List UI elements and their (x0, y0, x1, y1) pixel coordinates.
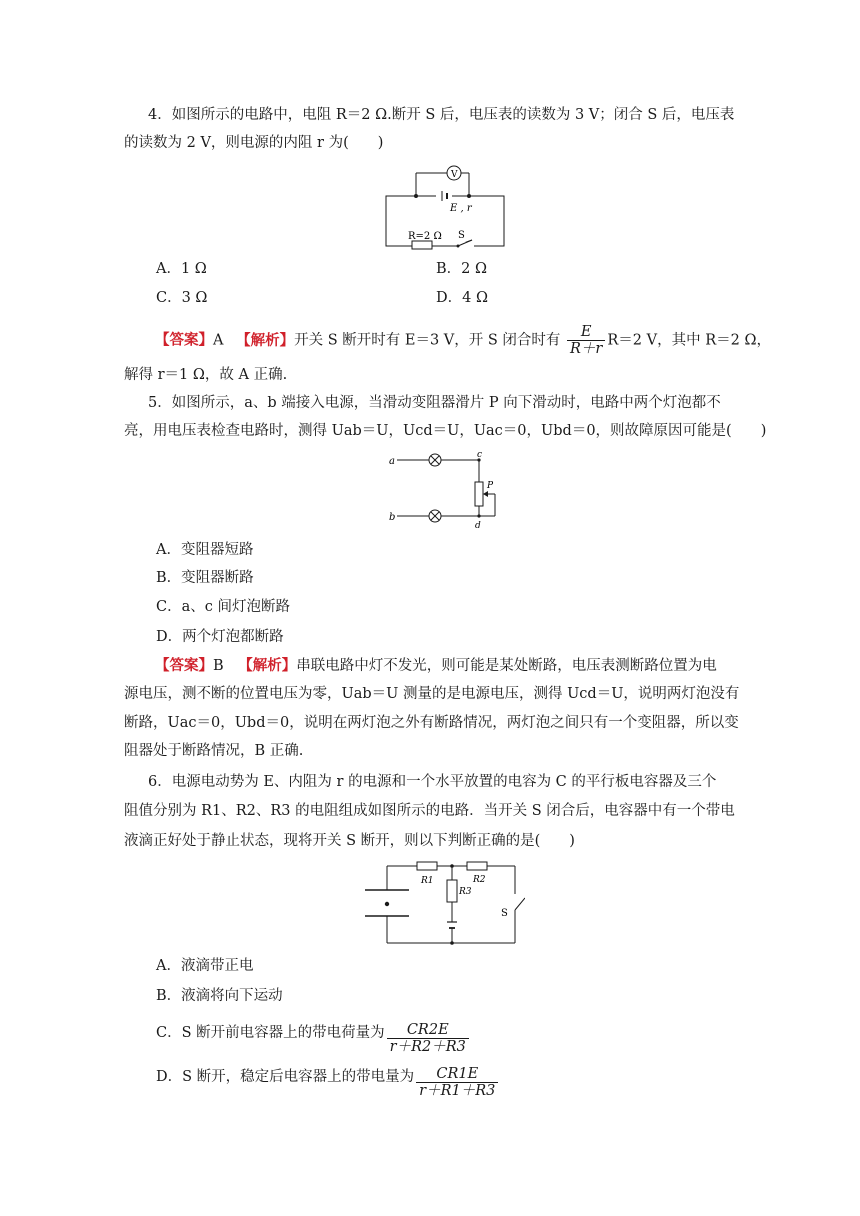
source-label: E , r (450, 203, 472, 214)
q5-analysis-line3: 断路，Uac＝0，Ubd＝0，说明在两灯泡之外有断路情况，两灯泡之间只有一个变阻器，所以变 (124, 715, 739, 731)
q4-option-c: C．3 Ω (156, 290, 208, 306)
q6-stem-line2: 阻值分别为 R1、R2、R3 的电阻组成如图所示的电路．当开关 S 闭合后，电容器中有一个带电 (124, 803, 735, 819)
resistor-label: R=2 Ω (408, 231, 442, 242)
switch-label: S (458, 230, 465, 241)
answer-tag: 【答案】 (155, 331, 213, 349)
q4-analysis-line2: 解得 r＝1 Ω，故 A 正确. (124, 367, 288, 383)
analysis-tag: 【解析】 (238, 657, 297, 674)
q6-stem-line3: 液滴正好处于静止状态，现将开关 S 断开，则以下判断正确的是( ) (124, 833, 575, 849)
answer-tag: 【答案】 (155, 657, 213, 674)
q6-stem-line1: 6．电源电动势为 E、内阻为 r 的电源和一个水平放置的电容为 C 的平行板电容器及三个 (148, 774, 717, 790)
q5-option-c: C．a、c 间灯泡断路 (156, 599, 290, 615)
q5-option-d: D．两个灯泡都断路 (156, 629, 284, 645)
terminal-b-label: b (389, 512, 396, 523)
q5-analysis-line2: 源电压，测不断的位置电压为零，Uab＝U 测量的是电源电压，测得 Ucd＝U，说明两灯泡没有 (124, 686, 740, 702)
analysis-tag: 【解析】 (236, 331, 295, 349)
option-d-fraction: $\frac{CR1E}{r+R1+R3}$ (416, 1066, 498, 1099)
voltmeter-label: V (451, 170, 458, 180)
q4-option-d: D．4 Ω (436, 290, 488, 306)
q6-circuit-diagram (355, 858, 525, 950)
analysis-text-cont: R＝2 V，其中 R＝2 Ω， (607, 332, 771, 349)
q5-option-b: B．变阻器断路 (156, 570, 254, 586)
analysis-text: 串联电路中灯不发光，则可能是某处断路，电压表测断路位置为电 (296, 658, 717, 674)
q4-stem-line2: 的读数为 2 V，则电源的内阻 r 为( ) (124, 135, 384, 151)
q4-option-a: A．1 Ω (156, 261, 207, 277)
q4-answer (155, 324, 771, 357)
option-c-fraction: $\frac{CR2E}{r+R2+R3}$ (387, 1022, 469, 1055)
q6-option-b: B．液滴将向下运动 (156, 988, 283, 1004)
q5-circuit-diagram (385, 448, 505, 532)
q5-analysis-line4: 阻器处于断路情况，B 正确. (124, 743, 304, 759)
r2-label: R2 (473, 875, 486, 885)
answer-value: B (213, 658, 224, 674)
q6-option-c: C．S 断开前电容器上的带电荷量为 $\frac{CR2E}{r+R2+R3}$ (156, 1022, 471, 1055)
q6-option-d: D．S 断开，稳定后电容器上的带电量为 $\frac{CR1E}{r+R1+R3}$ (156, 1066, 500, 1099)
slider-p-label: P (487, 481, 494, 491)
q4-stem-line1: 4．如图所示的电路中，电阻 R＝2 Ω.断开 S 后，电压表的读数为 3 V；闭合 S 后，电压表 (148, 107, 735, 123)
node-d-label: d (475, 521, 481, 531)
q5-option-a: A．变阻器短路 (156, 542, 254, 558)
r3-label: R3 (459, 887, 472, 897)
q4-option-b: B．2 Ω (436, 261, 488, 277)
q5-stem-line1: 5．如图所示，a、b 端接入电源，当滑动变阻器滑片 P 向下滑动时，电路中两个灯泡都不 (148, 395, 721, 411)
q5-answer (155, 655, 717, 677)
node-c-label: c (477, 450, 483, 460)
analysis-text: 开关 S 断开时有 E＝3 V，开 S 闭合时有 (294, 332, 561, 349)
q4-circuit-diagram (380, 160, 510, 252)
switch-s-label: S (501, 908, 508, 919)
q5-stem-line2: 亮，用电压表检查电路时，测得 Uab＝U，Ucd＝U，Uac＝0，Ubd＝0，则故障原因可能是( ) (124, 423, 767, 439)
answer-value: A (213, 332, 224, 349)
r1-label: R1 (421, 876, 434, 886)
terminal-a-label: a (389, 456, 395, 467)
fraction: $\frac{E}{R+r}$ (567, 324, 605, 357)
q6-option-a: A．液滴带正电 (156, 958, 254, 974)
